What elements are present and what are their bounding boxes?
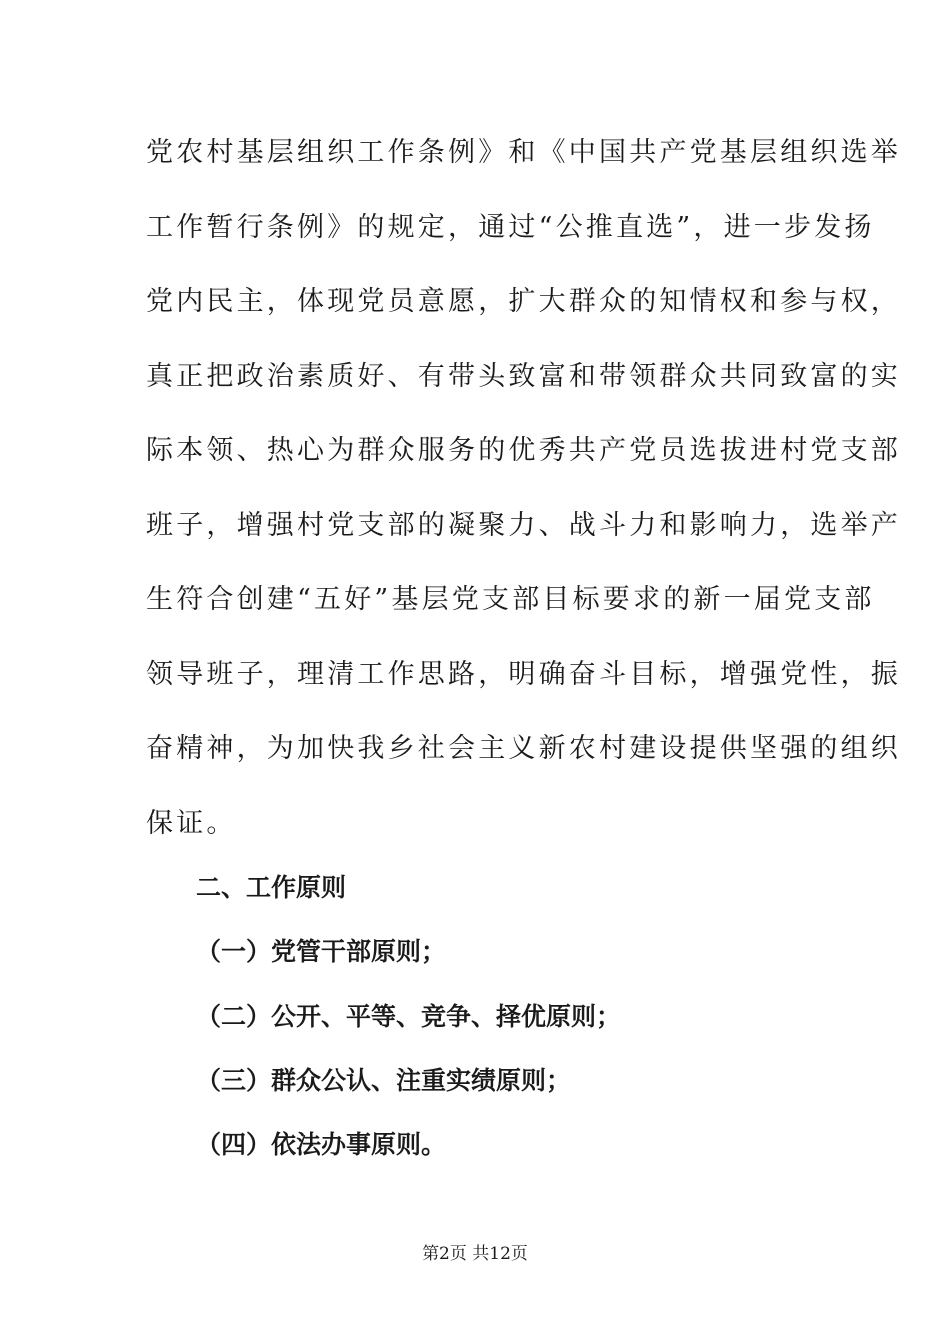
body-paragraph <box>146 130 901 875</box>
body-line: 班子，增强村党支部的凝聚力、战斗力和影响力，选举产 <box>146 509 901 541</box>
body-line: 党内民主，体现党员意愿，扩大群众的知情权和参与权， <box>146 286 901 317</box>
principle-item: （二）公开、平等、竞争、择优原则； <box>196 1002 622 1031</box>
body-line: 领导班子，理清工作思路，明确奋斗目标，增强党性，振 <box>146 658 901 690</box>
body-line: 生符合创建“五好”基层党支部目标要求的新一届党支部 <box>146 584 875 615</box>
principle-item: （一）党管干部原则； <box>196 937 447 966</box>
principle-item: （三）群众公认、注重实绩原则； <box>196 1066 572 1095</box>
page-number-footer: 第2页 共12页 <box>422 1244 528 1264</box>
body-line: 工作暂行条例》的规定，通过“公推直选”，进一步发扬 <box>146 211 875 243</box>
body-line: 党农村基层组织工作条例》和《中国共产党基层组织选举 <box>146 137 901 168</box>
section-heading: 二、工作原则 <box>196 873 347 902</box>
body-line: 真正把政治素质好、有带头致富和带领群众共同致富的实 <box>146 360 901 392</box>
body-line: 际本领、热心为群众服务的优秀共产党员选拔进村党支部 <box>146 435 901 466</box>
principle-item: （四）依法办事原则。 <box>196 1130 447 1159</box>
body-line: 奋精神，为加快我乡社会主义新农村建设提供坚强的组织 <box>146 733 901 764</box>
body-line: 保证。 <box>146 807 237 839</box>
